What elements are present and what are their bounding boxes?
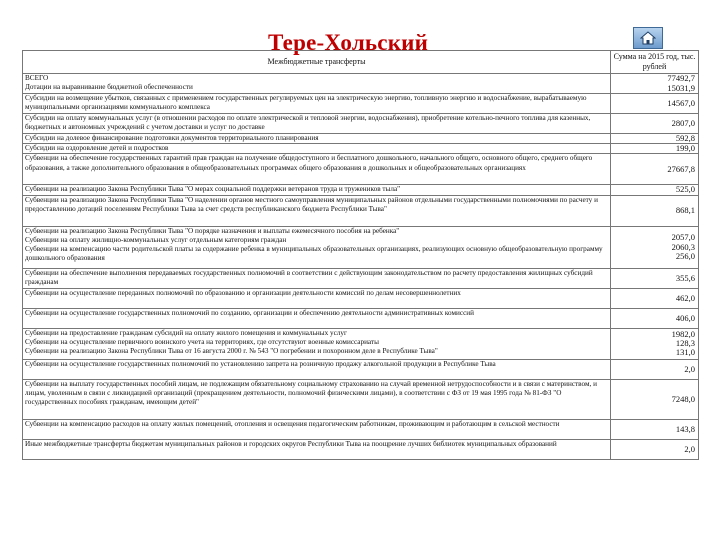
transfer-name: Субвенции на обеспечение государственных гарантий прав граждан на получение общедоступного и бесплатного дошкольного, начального общего, основного общего, среднего общего образования, а также дополнительного образования в общеобразовательных программах общего образования в дошкольных и общеобразовательных организациях	[25, 154, 593, 172]
amount-value: 2,0	[684, 443, 695, 454]
amount-value: 1982,0	[671, 328, 695, 339]
amount-cell	[611, 419, 699, 439]
table-row	[23, 379, 699, 419]
amount-cell	[611, 134, 699, 144]
transfer-name-cell	[23, 185, 611, 195]
transfer-name: Субвенции на выплату государственных пособий лицам, не подлежащим обязательному социальному страхованию на случай временной нетрудоспособности и в связи с материнством, и лицам, уволенным в связи с ликвидацией организаций (прекращением деятельности, полномочий физическими лицами), в соответствии с ФЗ от 19 мая 1995 года № 81-ФЗ "О государственных пособиях гражданам, имеющим детей"	[25, 379, 597, 407]
transfer-name: Субвенции на компенсацию части родительской платы за содержание ребенка в муниципальных образовательных организациях, реализующих основную общеобразовательную программу дошкольного образования	[25, 245, 603, 263]
table-row	[23, 74, 699, 94]
transfer-name: Субвенции на осуществление государственных полномочий по созданию, организации и обеспечению деятельности административных комиссий	[25, 308, 474, 317]
table-row	[23, 359, 699, 379]
column-header-amount: Сумма на 2015 год, тыс. рублей	[611, 51, 699, 74]
amount-value: 128,3	[675, 338, 695, 348]
amount-cell	[611, 268, 699, 288]
amount-cell	[611, 154, 699, 185]
amount-cell	[611, 379, 699, 419]
transfer-name-cell	[23, 379, 611, 419]
transfer-name: Иные межбюджетные трансферты бюджетам муниципальных районов и городских округов Республики Тыва на поощрение лучших библиотек муниципальных образований	[25, 439, 557, 448]
transfer-name-cell	[23, 419, 611, 439]
transfer-name: Субсидии на оздоровление детей и подростков	[25, 144, 169, 153]
amount-cell	[611, 144, 699, 154]
home-icon	[640, 31, 656, 45]
transfer-name: ВСЕГО	[25, 74, 49, 82]
amount-value: 2807,0	[671, 117, 695, 128]
transfer-name-cell	[23, 288, 611, 308]
transfer-name-cell	[23, 328, 611, 359]
transfer-name-cell	[23, 268, 611, 288]
amount-value: 2060,3	[671, 241, 695, 252]
transfer-name: Субвенции на предоставление гражданам субсидий на оплату жилого помещения и коммунальных услуг	[25, 328, 347, 337]
amount-cell	[611, 439, 699, 459]
table-row	[23, 328, 699, 359]
transfer-name: Субсидии на возмещение убытков, связанных с применением государственных регулируемых цен на электрическую энергию, топливную энергию и водоснабжение, вырабатываемую муниципальными организациями коммунального комплекса	[25, 94, 587, 112]
transfer-name: Субвенции на реализацию Закона Республики Тыва "О порядке назначения и выплаты ежемесячного пособия на ребенка"	[25, 226, 400, 235]
table-row	[23, 439, 699, 459]
amount-cell	[611, 94, 699, 114]
transfer-name: Субвенции на осуществление первичного воинского учета на территориях, где отсутствуют военные комиссариаты	[25, 337, 379, 346]
amount-value: 14567,0	[667, 97, 695, 108]
amount-value: 7248,0	[671, 393, 695, 404]
transfer-name: Субвенции на оплату жилищно-коммунальных услуг отдельным категориям граждан	[25, 235, 287, 244]
table-row	[23, 268, 699, 288]
transfer-name-cell	[23, 359, 611, 379]
amount-cell	[611, 114, 699, 134]
transfer-name: Субвенции на реализацию Закона Республики Тыва "О мерах социальной поддержки ветеранов труда и тружеников тыла"	[25, 185, 401, 194]
transfer-name: Субвенции на реализацию Закона Республики Тыва "О наделении органов местного самоуправления муниципальных районов отдельными государственными полномочиями по расчету и предоставлению дотаций поселениям Республики Тыва за счет средств республиканского бюджета Республики Тыва"	[25, 195, 598, 213]
amount-value: 525,0	[675, 184, 695, 195]
amount-cell	[611, 288, 699, 308]
amount-cell	[611, 226, 699, 268]
transfer-name: Субвенции на реализацию Закона Республики Тыва от 16 августа 2000 г. № 543 "О погребении и похоронном деле в Республике Тыва"	[25, 347, 438, 356]
amount-value: 256,0	[675, 250, 695, 261]
table-row	[23, 195, 699, 226]
table-row	[23, 144, 699, 154]
amount-value: 15031,9	[667, 82, 695, 93]
amount-cell	[611, 328, 699, 359]
transfer-name-cell	[23, 308, 611, 328]
amount-value: 2057,0	[671, 232, 695, 243]
amount-value: 131,0	[675, 347, 695, 358]
transfer-name-cell	[23, 74, 611, 94]
transfer-name: Субвенции на осуществление переданных полномочий по образованию и организации деятельности комиссий по делам несовершеннолетних	[25, 288, 461, 297]
transfers-table	[22, 50, 699, 460]
amount-cell	[611, 359, 699, 379]
table-row	[23, 154, 699, 185]
transfer-name-cell	[23, 226, 611, 268]
transfer-name: Субвенции на компенсацию расходов на оплату жилых помещений, отопления и освещения педагогическим работникам, проживающим и работающим в сельской местности	[25, 419, 560, 428]
amount-value: 199,0	[675, 143, 695, 154]
amount-value: 143,8	[675, 423, 695, 434]
amount-value: 355,6	[675, 272, 695, 283]
amount-cell	[611, 195, 699, 226]
column-header-transfers: Межбюджетные трансферты	[23, 51, 611, 74]
table-row	[23, 134, 699, 144]
table-header-row	[23, 51, 699, 74]
amount-cell	[611, 308, 699, 328]
amount-value: 77492,7	[667, 73, 695, 84]
home-button[interactable]	[633, 27, 663, 49]
transfer-name-cell	[23, 195, 611, 226]
table-row	[23, 308, 699, 328]
amount-cell	[611, 74, 699, 94]
transfer-name: Субвенции на обеспечение выполнения передаваемых государственных полномочий в соответствии с действующим законодательством по расчету предоставления жилищных субсидий гражданам	[25, 268, 593, 286]
table-row	[23, 288, 699, 308]
table-body	[23, 74, 699, 460]
transfer-name-cell	[23, 144, 611, 154]
amount-value: 592,8	[675, 133, 695, 143]
amount-cell	[611, 185, 699, 195]
transfer-name: Субсидии на оплату коммунальных услуг (в отношении расходов по оплате электрической и тепловой энергии, водоснабжения), приобретение котельно-печного топлива для казенных, бюджетных и автономных учреждений с учетом доставки и услуг по доставке	[25, 114, 591, 132]
transfer-name-cell	[23, 439, 611, 459]
transfer-name-cell	[23, 154, 611, 185]
transfer-name: Дотации на выравнивание бюджетной обеспеченности	[25, 83, 193, 92]
table-row	[23, 226, 699, 268]
table-row	[23, 94, 699, 114]
transfer-name: Субвенции на осуществление государственных полномочий по установлению запрета на розничную продажу алкогольной продукции в Республике Тыва	[25, 359, 496, 368]
transfer-name-cell	[23, 94, 611, 114]
transfer-name-cell	[23, 114, 611, 134]
amount-value: 27667,8	[667, 163, 695, 174]
transfer-name-cell	[23, 134, 611, 144]
amount-value: 462,0	[675, 292, 695, 303]
table-row	[23, 114, 699, 134]
table-row	[23, 185, 699, 195]
transfer-name: Субсидии на долевое финансирование подготовки документов территориального планирования	[25, 134, 319, 142]
amount-value: 868,1	[675, 205, 695, 215]
page-title: Тере-Хольский	[268, 30, 429, 55]
amount-value: 406,0	[675, 312, 695, 323]
table-row	[23, 419, 699, 439]
amount-value: 2,0	[684, 363, 695, 374]
